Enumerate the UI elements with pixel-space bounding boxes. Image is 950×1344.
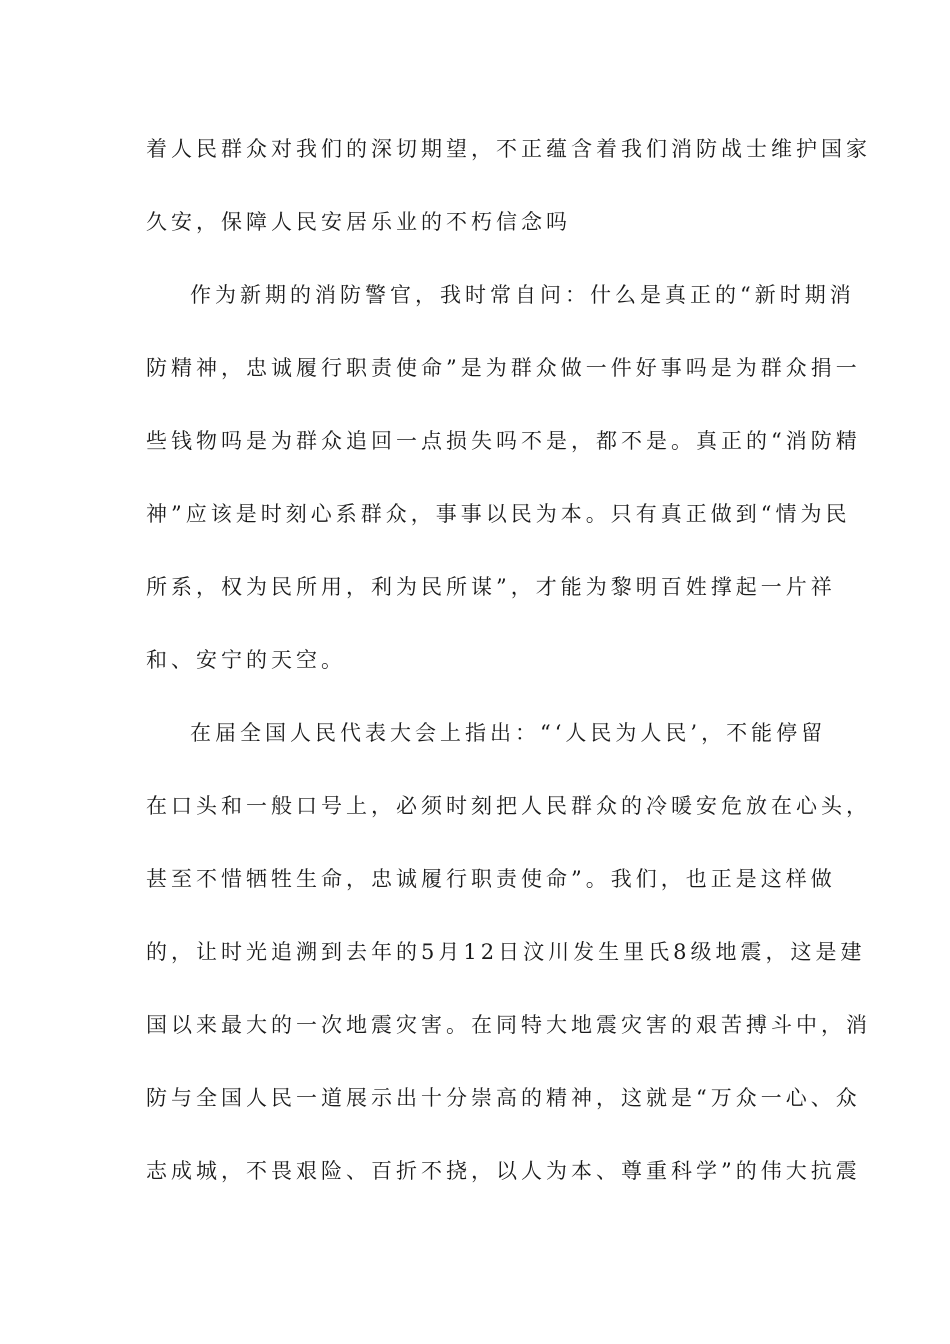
paragraph-first-line: 作为新期的消防警官，我时常自问：什么是真正的“新时期消 — [190, 283, 855, 307]
text-line: 久安，保障人民安居乐业的不朽信念吗 — [146, 210, 571, 234]
text-line: 着人民群众对我们的深切期望，不正蕴含着我们消防战士维护国家 — [146, 137, 871, 161]
text-line: 在口头和一般口号上，必须时刻把人民群众的冷暖安危放在心头， — [146, 794, 871, 818]
text-line: 所系，权为民所用，利为民所谋”，才能为黎明百姓撑起一片祥 — [146, 575, 836, 599]
paragraph-first-line: 在届全国人民代表大会上指出：“‘人民为人民’，不能停留 — [190, 721, 827, 745]
text-line: 志成城，不畏艰险、百折不挠，以人为本、尊重科学”的伟大抗震 — [146, 1159, 861, 1183]
text-line: 神”应该是时刻心系群众，事事以民为本。只有真正做到“情为民 — [146, 502, 851, 526]
text-line: 些钱物吗是为群众追回一点损失吗不是，都不是。真正的“消防精 — [146, 429, 861, 453]
text-line: 的，让时光追溯到去年的5月12日汶川发生里氏8级地震，这是建 — [146, 940, 866, 964]
text-line: 甚至不惜牺牲生命，忠诚履行职责使命”。我们，也正是这样做 — [146, 867, 836, 891]
text-line: 国以来最大的一次地震灾害。在同特大地震灾害的艰苦搏斗中，消 — [146, 1013, 871, 1037]
text-line: 防精神，忠诚履行职责使命”是为群众做一件好事吗是为群众捐一 — [146, 356, 861, 380]
text-line: 和、安宁的天空。 — [146, 648, 346, 672]
text-line: 防与全国人民一道展示出十分崇高的精神，这就是“万众一心、众 — [146, 1086, 861, 1110]
